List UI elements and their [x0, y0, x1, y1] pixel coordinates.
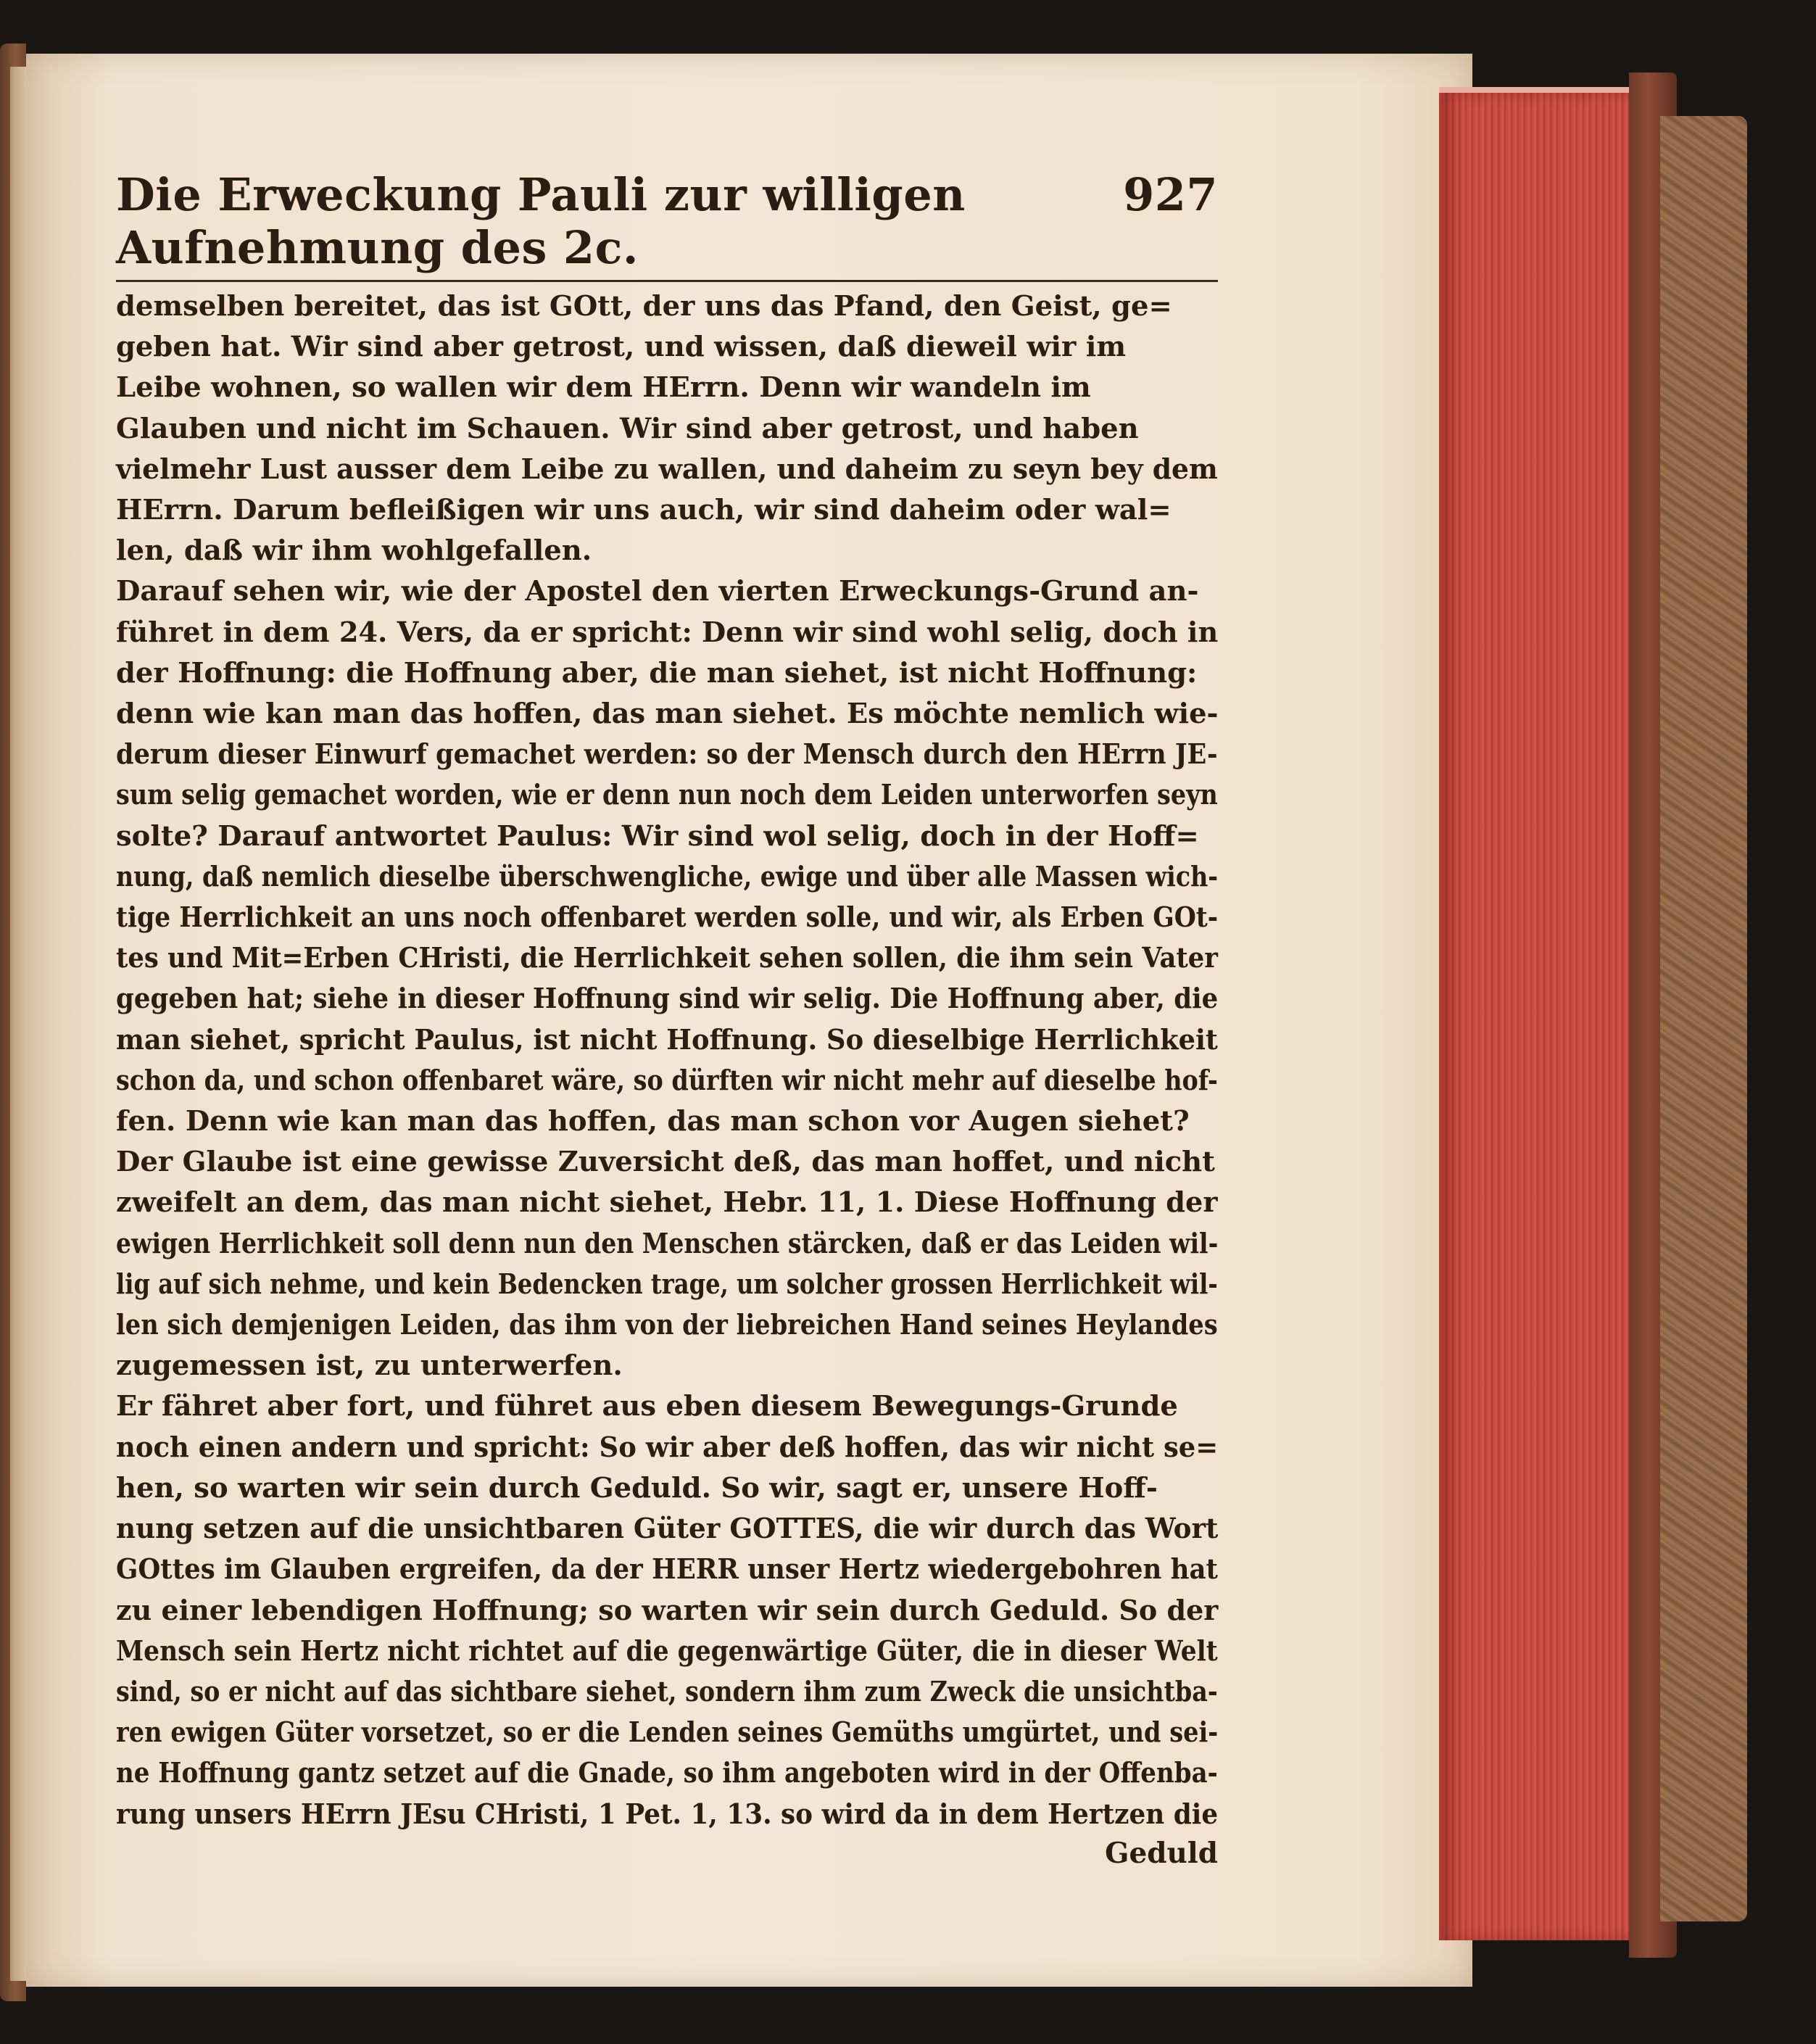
text-line: Glauben und nicht im Schauen. Wir sind aber getrost, und haben: [116, 412, 1139, 445]
text-line: nung, daß nemlich dieselbe überschwengliche, ewige und über alle Massen wich-: [116, 860, 1219, 893]
body-text: [116, 286, 1218, 1835]
text-line: GOttes im Glauben ergreifen, da der HERR unser Hertz wiedergebohren hat: [116, 1553, 1218, 1586]
text-line: führet in dem 24. Vers, da er spricht: Denn wir sind wohl selig, doch in: [116, 616, 1219, 649]
text-line: gegeben hat; siehe in dieser Hoffnung sind wir selig. Die Hoffnung aber, die: [116, 982, 1219, 1016]
text-line: zugemessen ist, zu unterwerfen.: [116, 1349, 623, 1383]
text-line: sind, so er nicht auf das sichtbare siehet, sondern ihm zum Zweck die unsichtba-: [116, 1675, 1218, 1708]
text-line: zu einer lebendigen Hoffnung; so warten wir sein durch Geduld. So der: [116, 1594, 1219, 1627]
leather-spine: [1660, 116, 1747, 1921]
text-line: Darauf sehen wir, wie der Apostel den vierten Erweckungs-Grund an-: [116, 575, 1199, 608]
text-line: solte? Darauf antwortet Paulus: Wir sind wol selig, doch in der Hoff=: [116, 819, 1199, 853]
text-line: Der Glaube ist eine gewisse Zuversicht deß, das man hoffet, und nicht: [116, 1146, 1215, 1179]
running-head: [116, 168, 1218, 282]
running-head-title: Die Erweckung Pauli zur willigen Aufnehmung des 2c.: [116, 168, 966, 274]
text-line: Mensch sein Hertz nicht richtet auf die gegenwärtige Güter, die in dieser Welt: [116, 1634, 1218, 1668]
text-line: denn wie kan man das hoffen, das man siehet. Es möchte nemlich wie-: [116, 698, 1219, 731]
text-line: nung setzen auf die unsichtbaren Güter GOTTES, die wir durch das Wort: [116, 1513, 1219, 1546]
text-line: vielmehr Lust ausser dem Leibe zu wallen, und daheim zu seyn bey dem: [116, 452, 1218, 486]
text-line: ne Hoffnung gantz setzet auf die Gnade, so ihm angeboten wird in der Offenba-: [116, 1757, 1218, 1790]
text-line: rung unsers HErrn JEsu CHristi, 1 Pet. 1, 13. so wird da in dem Hertzen die: [116, 1797, 1219, 1831]
text-line: Leibe wohnen, so wallen wir dem HErrn. Denn wir wandeln im: [116, 371, 1091, 405]
text-line: len sich demjenigen Leiden, das ihm von der liebreichen Hand seines Heylandes: [116, 1309, 1218, 1342]
text-line: len, daß wir ihm wohlgefallen.: [116, 534, 592, 568]
text-line: zweifelt an dem, das man nicht siehet, Hebr. 11, 1. Diese Hoffnung der: [116, 1186, 1218, 1220]
text-line: hen, so warten wir sein durch Geduld. So wir, sagt er, unsere Hoff-: [116, 1471, 1158, 1505]
text-line: demselben bereitet, das ist GOtt, der uns das Pfand, den Geist, ge=: [116, 290, 1172, 323]
text-line: geben hat. Wir sind aber getrost, und wissen, daß dieweil wir im: [116, 331, 1127, 364]
catchword: Geduld: [1105, 1836, 1218, 1870]
text-line: sum selig gemachet worden, wie er denn nun noch dem Leiden unterworfen seyn: [116, 779, 1218, 812]
text-line: tige Herrlichkeit an uns noch offenbaret werden solle, und wir, als Erben GOt-: [116, 901, 1219, 935]
text-line: Er fähret aber fort, und führet aus eben diesem Bewegungs-Grunde: [116, 1390, 1178, 1423]
text-line: ren ewigen Güter vorsetzet, so er die Lenden seines Gemüths umgürtet, und sei-: [116, 1716, 1219, 1750]
text-line: tes und Mit=Erben CHristi, die Herrlichkeit sehen sollen, die ihm sein Vater: [116, 942, 1218, 975]
text-line: ewigen Herrlichkeit soll denn nun den Menschen stärcken, daß er das Leiden wil-: [116, 1227, 1219, 1260]
text-line: HErrn. Darum befleißigen wir uns auch, wir sind daheim oder wal=: [116, 494, 1172, 527]
text-line: fen. Denn wie kan man das hoffen, das man schon vor Augen siehet?: [116, 1105, 1190, 1138]
text-line: derum dieser Einwurf gemachet werden: so der Mensch durch den HErrn JE-: [116, 738, 1218, 771]
text-line: lig auf sich nehme, und kein Bedencken trage, um solcher grossen Herrlichkeit wil-: [116, 1267, 1218, 1301]
page-text-block: [116, 168, 1218, 1870]
text-line: noch einen andern und spricht: So wir aber deß hoffen, das wir nicht se=: [116, 1431, 1219, 1464]
text-line: schon da, und schon offenbaret wäre, so dürften wir nicht mehr auf dieselbe hof-: [116, 1064, 1218, 1097]
red-page-edges: [1439, 93, 1632, 1940]
text-line: man siehet, spricht Paulus, ist nicht Hoffnung. So dieselbige Herrlichkeit: [116, 1023, 1218, 1056]
text-line: der Hoffnung: die Hoffnung aber, die man siehet, ist nicht Hoffnung:: [116, 656, 1198, 690]
page-number: 927: [1123, 168, 1218, 221]
